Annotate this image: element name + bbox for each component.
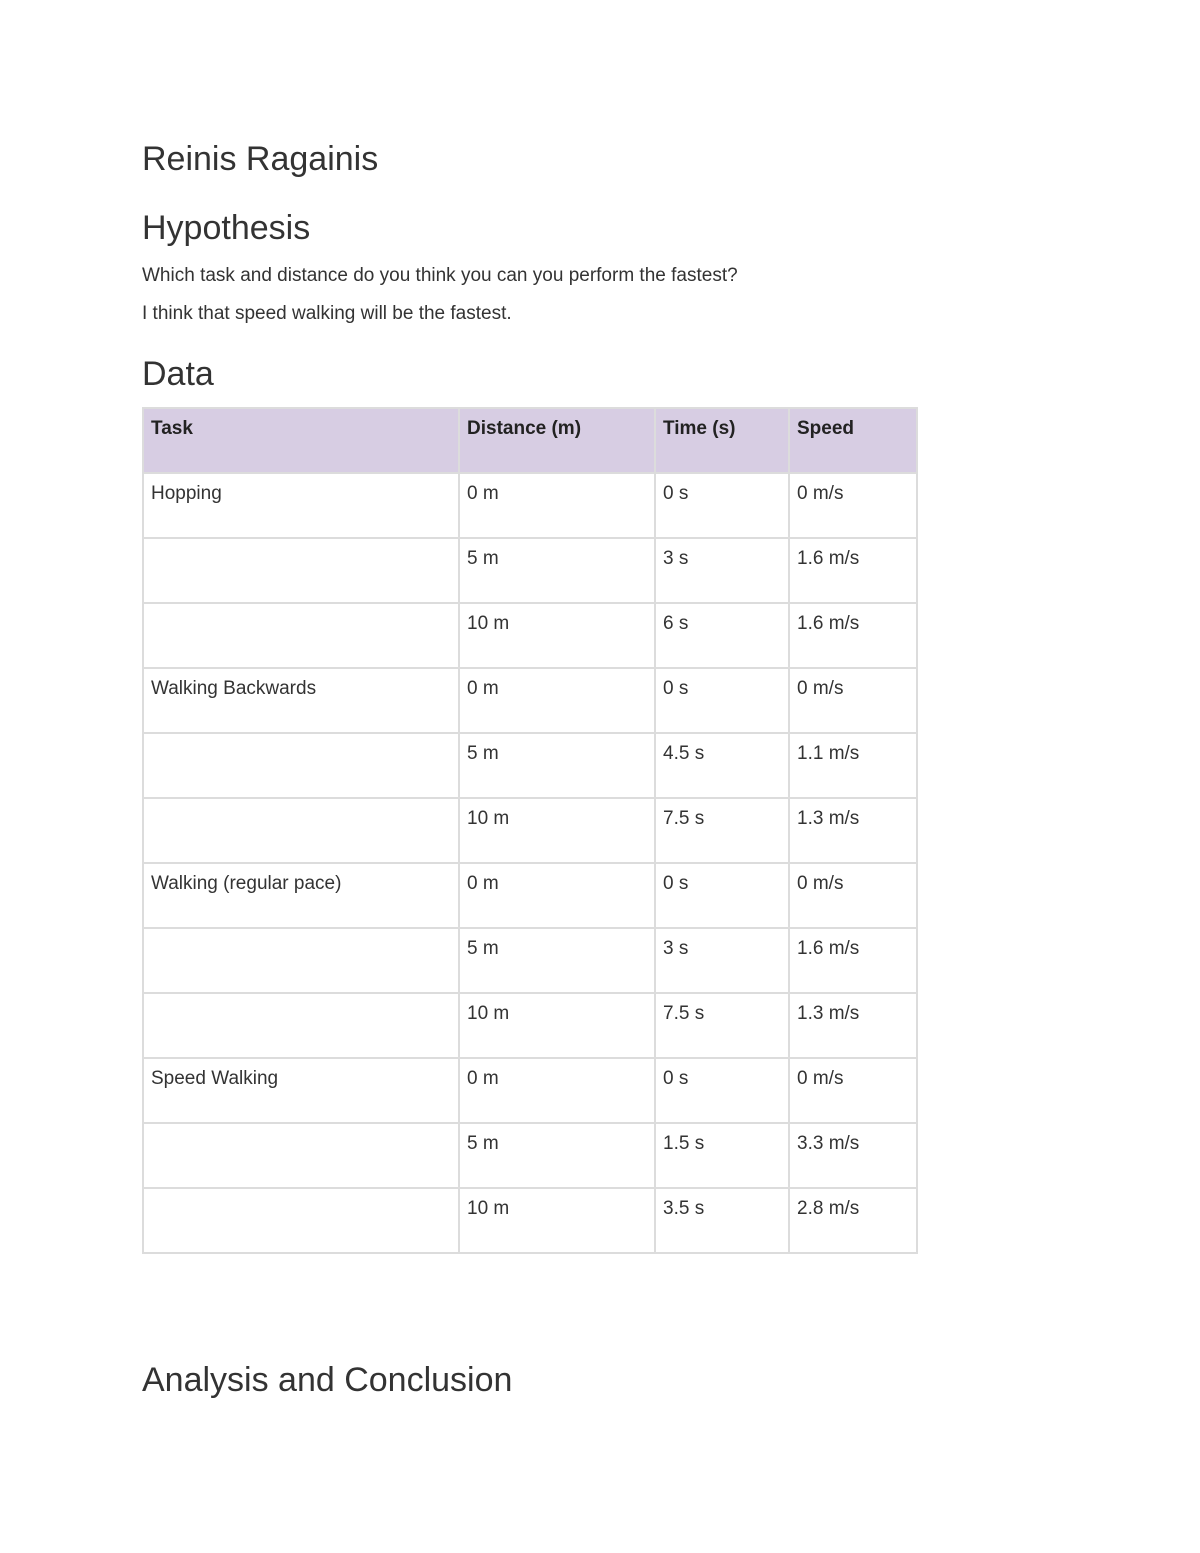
cell-distance: 5 m — [459, 733, 655, 798]
cell-distance: 0 m — [459, 473, 655, 538]
cell-time: 7.5 s — [655, 993, 789, 1058]
cell-distance: 5 m — [459, 928, 655, 993]
cell-speed: 2.8 m/s — [789, 1188, 917, 1253]
table-row — [143, 733, 917, 798]
cell-task — [143, 538, 459, 603]
cell-task — [143, 603, 459, 668]
cell-speed: 1.3 m/s — [789, 798, 917, 863]
cell-speed: 1.1 m/s — [789, 733, 917, 798]
cell-distance: 10 m — [459, 798, 655, 863]
cell-task — [143, 798, 459, 863]
cell-speed: 0 m/s — [789, 863, 917, 928]
cell-speed: 0 m/s — [789, 1058, 917, 1123]
cell-speed: 1.3 m/s — [789, 993, 917, 1058]
table-row — [143, 1058, 917, 1123]
cell-time: 0 s — [655, 863, 789, 928]
cell-distance: 10 m — [459, 993, 655, 1058]
table-row — [143, 603, 917, 668]
table-row — [143, 1188, 917, 1253]
data-table — [142, 407, 918, 1254]
cell-speed: 1.6 m/s — [789, 603, 917, 668]
table-row — [143, 473, 917, 538]
hypothesis-heading: Hypothesis — [142, 209, 311, 247]
cell-time: 1.5 s — [655, 1123, 789, 1188]
author-name: Reinis Ragainis — [142, 140, 379, 178]
table-row — [143, 928, 917, 993]
table-row — [143, 668, 917, 733]
table-row — [143, 538, 917, 603]
cell-time: 3 s — [655, 928, 789, 993]
header-time: Time (s) — [655, 408, 789, 473]
analysis-heading: Analysis and Conclusion — [142, 1361, 513, 1399]
header-distance: Distance (m) — [459, 408, 655, 473]
table-row — [143, 993, 917, 1058]
cell-distance: 0 m — [459, 668, 655, 733]
cell-distance: 5 m — [459, 1123, 655, 1188]
hypothesis-question: Which task and distance do you think you can you perform the fastest? — [142, 265, 738, 286]
table-header-row — [143, 408, 917, 473]
cell-time: 4.5 s — [655, 733, 789, 798]
cell-task: Hopping — [143, 473, 459, 538]
cell-task: Speed Walking — [143, 1058, 459, 1123]
cell-time: 7.5 s — [655, 798, 789, 863]
cell-task — [143, 928, 459, 993]
table-row — [143, 1123, 917, 1188]
cell-speed: 1.6 m/s — [789, 538, 917, 603]
cell-time: 3 s — [655, 538, 789, 603]
cell-time: 6 s — [655, 603, 789, 668]
cell-speed: 3.3 m/s — [789, 1123, 917, 1188]
cell-time: 0 s — [655, 668, 789, 733]
header-speed: Speed — [789, 408, 917, 473]
cell-task — [143, 993, 459, 1058]
header-task: Task — [143, 408, 459, 473]
cell-distance: 0 m — [459, 1058, 655, 1123]
cell-time: 0 s — [655, 473, 789, 538]
cell-time: 3.5 s — [655, 1188, 789, 1253]
data-heading: Data — [142, 355, 214, 393]
cell-speed: 1.6 m/s — [789, 928, 917, 993]
hypothesis-answer: I think that speed walking will be the fastest. — [142, 303, 512, 324]
cell-distance: 5 m — [459, 538, 655, 603]
cell-distance: 10 m — [459, 1188, 655, 1253]
table-row — [143, 863, 917, 928]
cell-time: 0 s — [655, 1058, 789, 1123]
cell-task — [143, 1188, 459, 1253]
cell-task — [143, 1123, 459, 1188]
cell-task: Walking Backwards — [143, 668, 459, 733]
cell-distance: 0 m — [459, 863, 655, 928]
cell-speed: 0 m/s — [789, 473, 917, 538]
cell-speed: 0 m/s — [789, 668, 917, 733]
cell-distance: 10 m — [459, 603, 655, 668]
cell-task: Walking (regular pace) — [143, 863, 459, 928]
cell-task — [143, 733, 459, 798]
table-row — [143, 798, 917, 863]
